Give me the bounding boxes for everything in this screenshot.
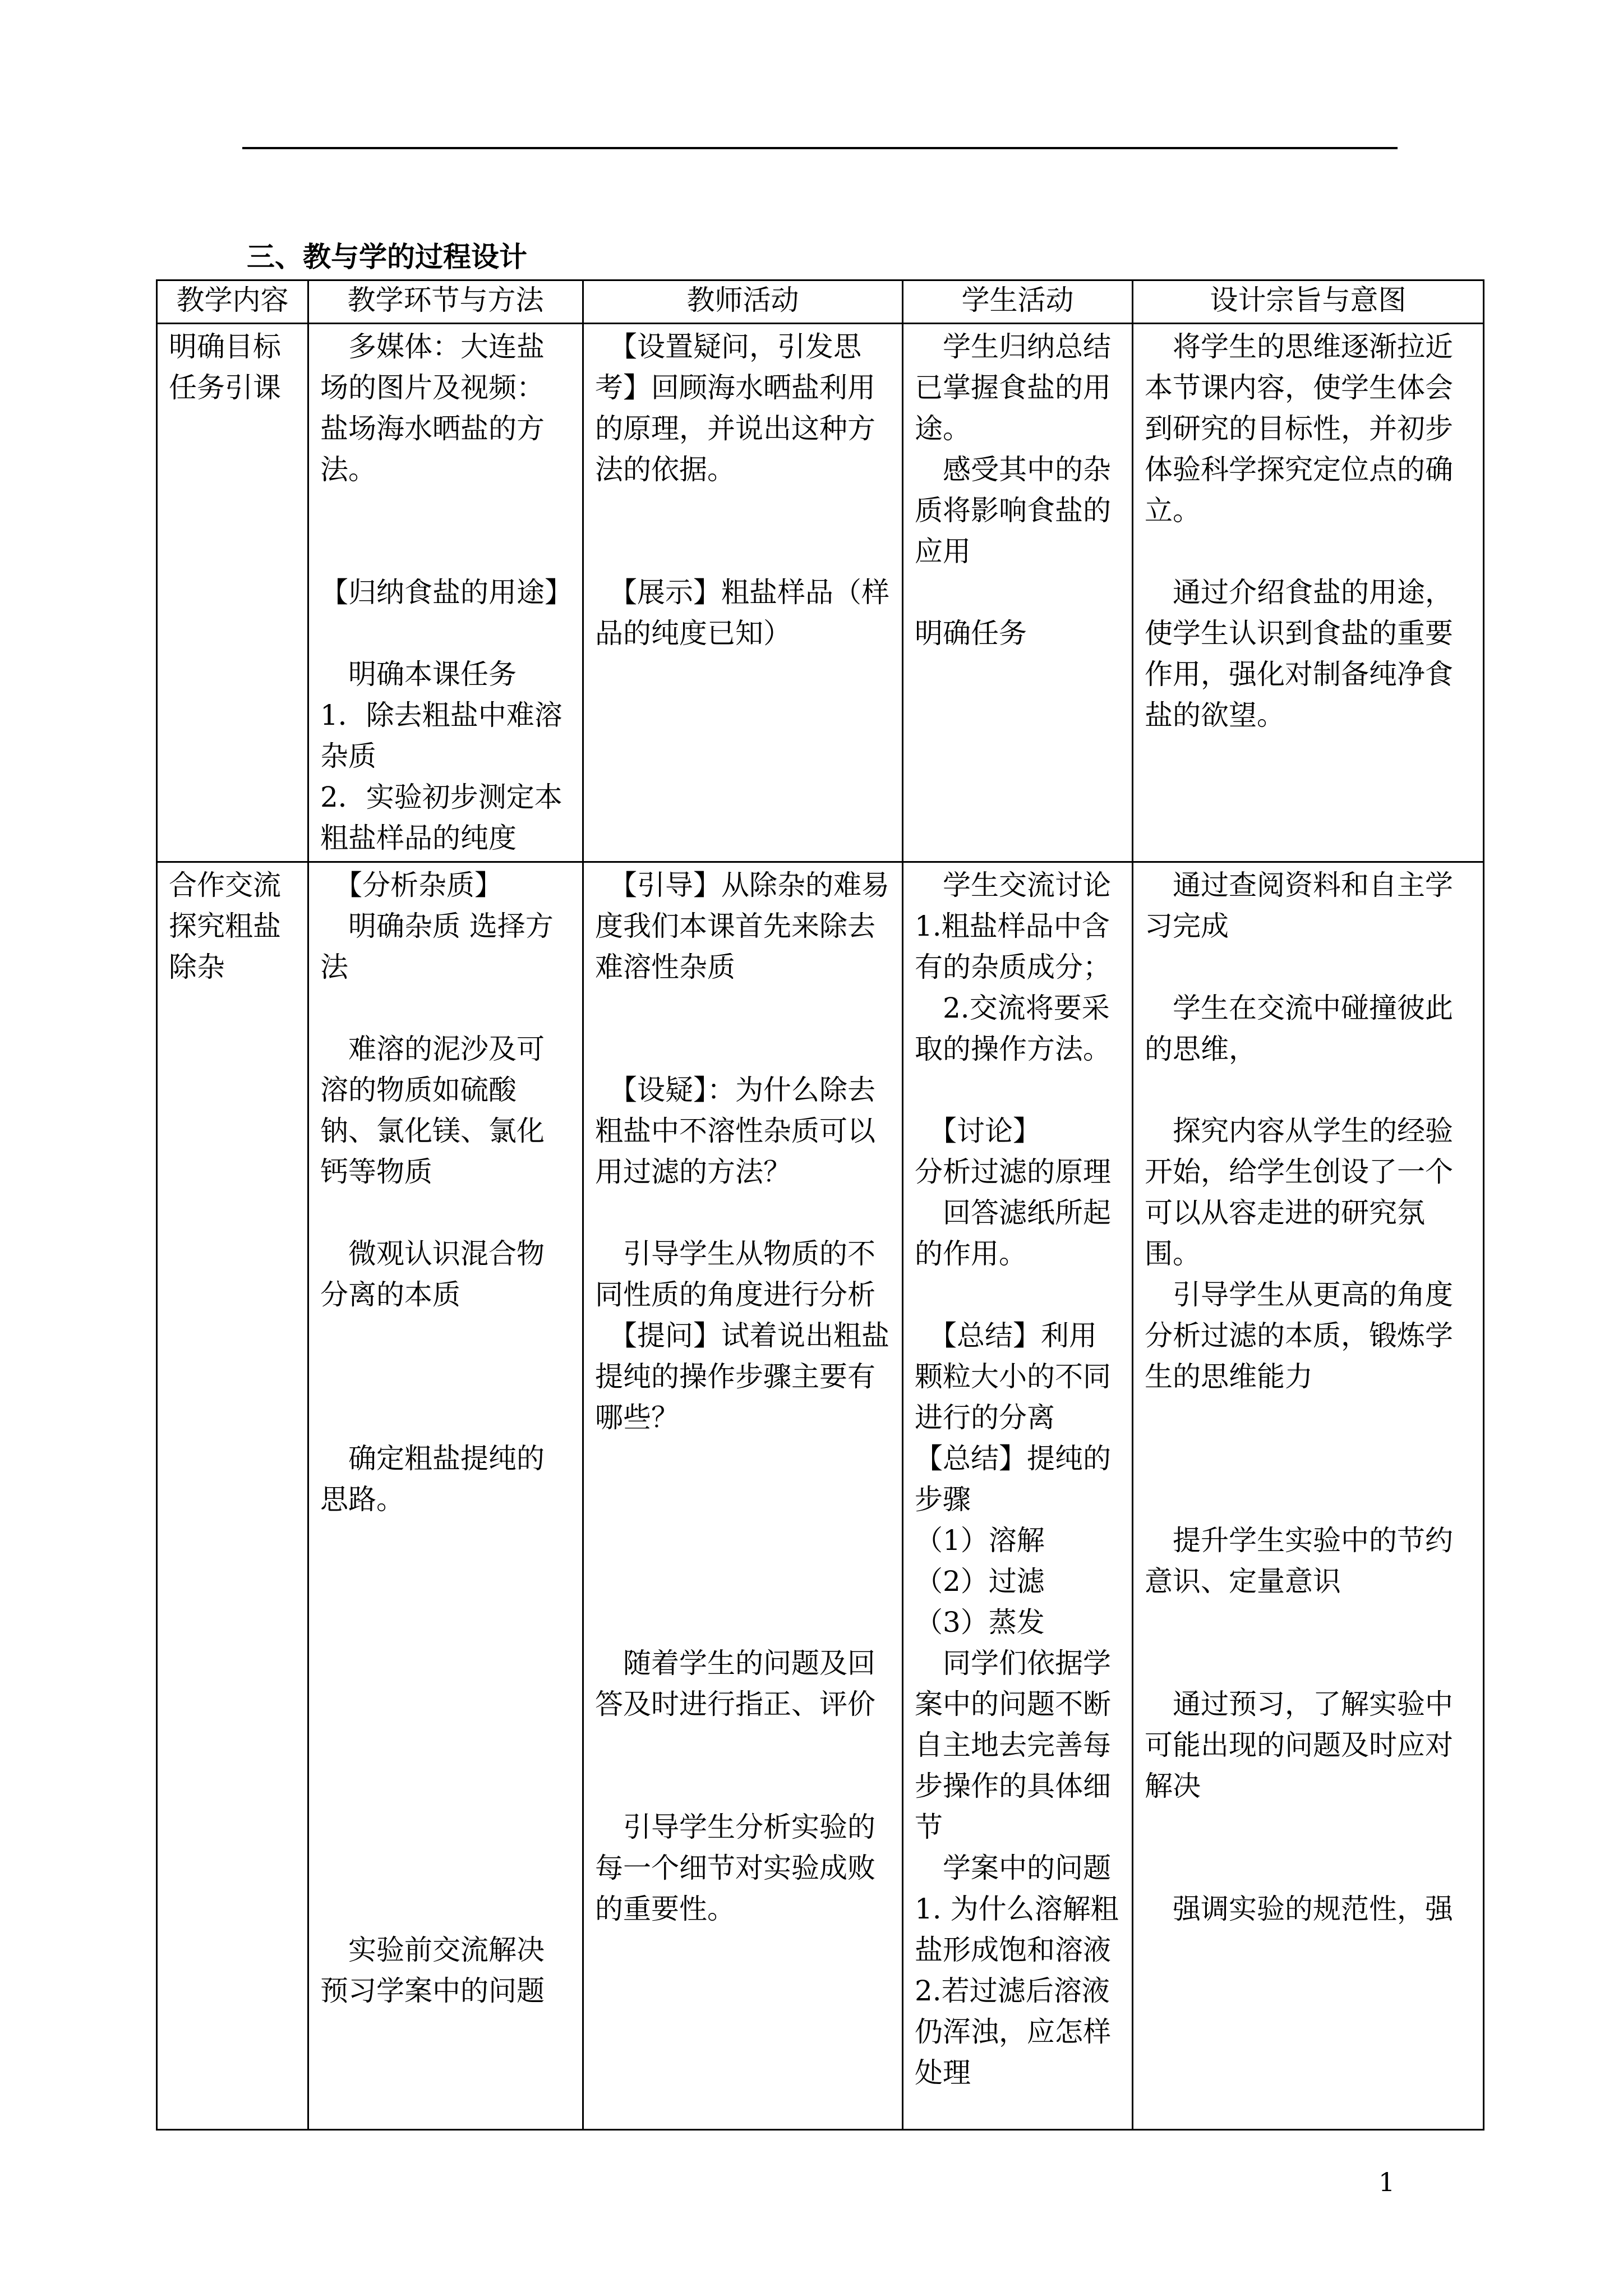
cell-text: 【设疑】：为什么除去粗盐中不溶性杂质可以用过滤的方法？ (595, 1074, 875, 1188)
cell-text: 明确本课任务 (320, 658, 517, 691)
cell-text: （3）蒸发 (915, 1606, 1045, 1639)
cell-student (903, 862, 1133, 2130)
cell-text: 通过查阅资料和自主学习完成 (1145, 869, 1453, 942)
cell-text: 1．除去粗盐中难溶杂质 (320, 699, 562, 772)
cell-text: 【展示】粗盐样品（样品的纯度已知） (595, 576, 889, 650)
cell-method (308, 862, 583, 2130)
cell-student (903, 324, 1133, 862)
page-number: 1 (1378, 2167, 1395, 2197)
lesson-process-table (156, 279, 1483, 2131)
cell-purpose (1133, 862, 1484, 2130)
cell-text: 【设置疑问，引发思考】回顾海水晒盐利用的原理，并说出这种方法的依据。 (595, 330, 875, 486)
table-row (157, 862, 1484, 2130)
cell-text: 1. 为什么溶解粗盐形成饱和溶液 (915, 1893, 1119, 1966)
cell-text: 1.粗盐样品中含有的杂质成分； (915, 910, 1111, 983)
cell-text: 感受其中的杂质将影响食盐的应用 (915, 453, 1111, 568)
cell-text: 【分析杂质】 (320, 869, 502, 901)
table-header-row (157, 280, 1484, 324)
header-method: 教学环节与方法 (308, 280, 583, 324)
cell-text: 确定粗盐提纯的思路。 (320, 1442, 545, 1516)
cell-text: 实验前交流解决预习学案中的问题 (320, 1934, 545, 2007)
cell-content (157, 862, 308, 2130)
table-row (157, 324, 1484, 862)
cell-text: 将学生的思维逐渐拉近本节课内容，使学生体会到研究的目标性，并初步体验科学探究定位点的确立。 (1145, 330, 1453, 527)
cell-text: 合作交流探究粗盐除杂 (169, 869, 281, 983)
cell-text: 【讨论】 (915, 1115, 1041, 1147)
cell-text: 【提问】试着说出粗盐提纯的操作步骤主要有哪些？ (595, 1319, 889, 1434)
cell-text: 学生交流讨论 (915, 869, 1111, 901)
header-rule (242, 147, 1398, 149)
cell-text: 【总结】提纯的步骤 (915, 1442, 1111, 1516)
cell-text: 学生在交流中碰撞彼此的思维， (1145, 992, 1453, 1065)
cell-text: （1）溶解 (915, 1524, 1045, 1557)
cell-text: 2．实验初步测定本粗盐样品的纯度 (320, 781, 562, 854)
cell-text: 明确任务 (915, 617, 1027, 650)
cell-teacher (583, 862, 903, 2130)
cell-text: 通过介绍食盐的用途，使学生认识到食盐的重要作用，强化对制备纯净食盐的欲望。 (1145, 576, 1453, 731)
cell-text: 探究内容从学生的经验开始，给学生创设了一个可以从容走进的研究氛围。 (1145, 1115, 1453, 1270)
cell-teacher (583, 324, 903, 862)
cell-text: 【引导】从除杂的难易度我们本课首先来除去难溶性杂质 (595, 869, 889, 983)
cell-text: 引导学生从物质的不同性质的角度进行分析 (595, 1237, 875, 1311)
cell-text: 微观认识混合物分离的本质 (320, 1237, 545, 1311)
cell-text: 提升学生实验中的节约意识、定量意识 (1145, 1524, 1453, 1598)
cell-content (157, 324, 308, 862)
cell-text: 引导学生从更高的角度分析过滤的本质，锻炼学生的思维能力 (1145, 1278, 1453, 1393)
cell-text: 分析过滤的原理 (915, 1156, 1111, 1188)
cell-text: 明确目标任务引课 (169, 330, 281, 404)
cell-text: 学生归纳总结已掌握食盐的用途。 (915, 330, 1111, 445)
cell-method (308, 324, 583, 862)
cell-text: 学案中的问题 (915, 1852, 1111, 1884)
cell-purpose (1133, 324, 1484, 862)
cell-text: （2）过滤 (915, 1565, 1045, 1598)
cell-text: 强调实验的规范性，强 (1145, 1893, 1453, 1925)
header-purpose: 设计宗旨与意图 (1133, 280, 1484, 324)
section-title: 三、教与学的过程设计 (247, 240, 527, 273)
cell-text: 引导学生分析实验的每一个细节对实验成败的重要性。 (595, 1811, 875, 1925)
header-teacher: 教师活动 (583, 280, 903, 324)
cell-text: 同学们依据学案中的问题不断自主地去完善每步操作的具体细节 (915, 1647, 1111, 1843)
header-student: 学生活动 (903, 280, 1133, 324)
cell-text: 2.若过滤后溶液仍浑浊，应怎样处理 (915, 1975, 1111, 2089)
cell-text: 通过预习，了解实验中可能出现的问题及时应对解决 (1145, 1688, 1453, 1802)
cell-text: 难溶的泥沙及可溶的物质如硫酸钠、氯化镁、氯化钙等物质 (320, 1033, 545, 1188)
cell-text: 【总结】利用颗粒大小的不同进行的分离 (915, 1319, 1111, 1434)
cell-text: 回答滤纸所起的作用。 (915, 1197, 1111, 1270)
cell-text: 2.交流将要采取的操作方法。 (915, 992, 1111, 1065)
cell-text: 多媒体：大连盐场的图片及视频：盐场海水晒盐的方法。 (320, 330, 545, 486)
cell-text: 明确杂质 选择方法 (320, 910, 554, 983)
cell-text: 【归纳食盐的用途】 (320, 576, 573, 609)
cell-text: 随着学生的问题及回答及时进行指正、评价 (595, 1647, 875, 1720)
header-content: 教学内容 (157, 280, 308, 324)
